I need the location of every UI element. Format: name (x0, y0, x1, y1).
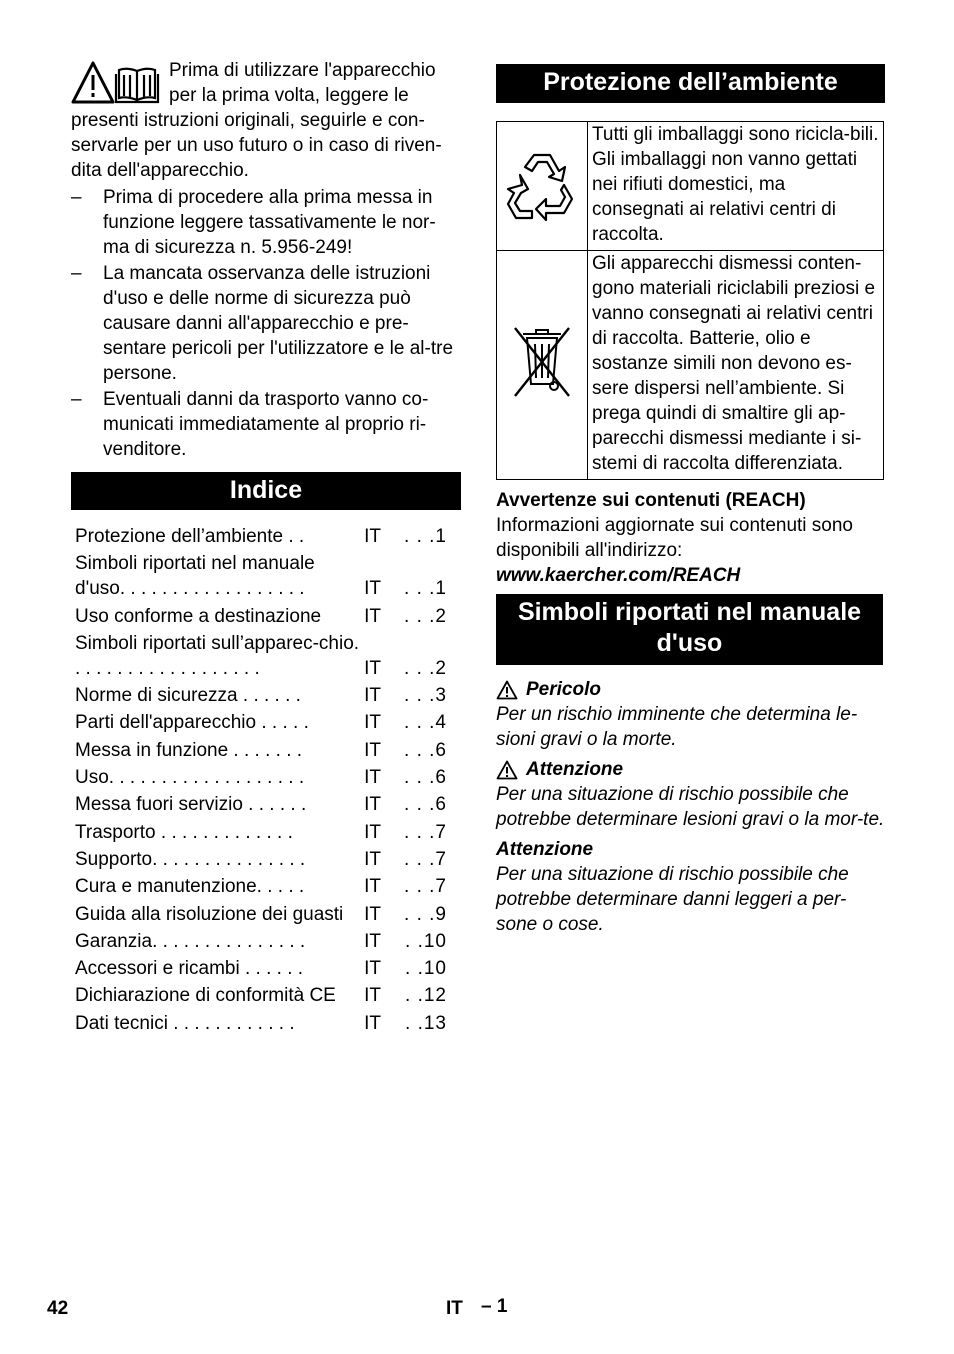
intro-block (71, 58, 461, 463)
toc-row[interactable]: Uso. . . . . . . . . . . . . . . . . . . IT . . .6 (75, 767, 447, 789)
dash: – (71, 263, 82, 284)
reach-block (496, 488, 886, 588)
toc-row[interactable]: Cura e manutenzione. . . . . IT . . .7 (75, 876, 447, 898)
toc-row[interactable]: Messa fuori servizio . . . . . . IT . . .6 (75, 794, 447, 816)
warning-icon (496, 760, 518, 780)
environment-table (496, 121, 884, 480)
toc-row[interactable]: Simboli riportati nel manuale d'uso. . . . . . . . . . . . . . . . . . IT . . .1 (75, 553, 447, 600)
footer-lang: IT (446, 1298, 463, 1319)
symbols-block (496, 675, 886, 942)
warning-icon (496, 680, 518, 700)
attenzione-text: Per una situazione di rischio possibile che potrebbe determinare lesioni gravi o la mor-te. (496, 784, 885, 830)
attenzione-light-heading: Attenzione (496, 839, 594, 860)
toc-row[interactable]: Uso conforme a destinazione IT . . .2 (75, 605, 447, 627)
pericolo-text: Per un rischio imminente che determina le-sioni gravi o la morte. (496, 704, 858, 750)
table-row (497, 251, 884, 480)
toc-row[interactable]: Dichiarazione di conformità CE IT . .12 (75, 985, 447, 1007)
toc-row[interactable]: Norme di sicurezza . . . . . . IT . . .3 (75, 685, 447, 707)
toc-row[interactable]: Protezione dell’ambiente . . IT . . .1 (75, 526, 447, 547)
list-item: – Prima di procedere alla prima messa in funzione leggere tassativamente le nor-ma di sicurezza n. 5.956-249! (71, 187, 436, 258)
simboli-heading: Simboli riportati nel manuale d'uso (496, 594, 883, 665)
indice-heading: Indice (71, 472, 461, 510)
recycle-cell (497, 122, 588, 251)
crossed-bin-icon (509, 322, 575, 402)
footer-section-page: – 1 (481, 1296, 508, 1317)
recycle-text: Tutti gli imballaggi sono ricicla-bili. Gli imballaggi non vanno gettati nei rifiuti domestici, ma consegnati ai relativi centri di raccolta. (588, 122, 884, 251)
reach-link[interactable]: www.kaercher.com/REACH (496, 565, 741, 586)
toc-row[interactable]: Guida alla risoluzione dei guasti IT . . .9 (75, 903, 447, 925)
intro-text: Prima di utilizzare l'apparecchio per la prima volta, leggere le presenti istruzioni originali, seguirle e con-servarle per un uso futuro o in caso di riven-dita dell'apparecchio. (71, 60, 442, 181)
page-number: 42 (47, 1298, 69, 1319)
toc-row[interactable]: Accessori e ricambi . . . . . . IT . .10 (75, 958, 447, 980)
table-row (497, 122, 884, 251)
toc-row[interactable]: Messa in funzione . . . . . . . IT . . .6 (75, 739, 447, 761)
toc-row[interactable]: Supporto. . . . . . . . . . . . . . . IT . . .7 (75, 848, 447, 870)
warning-manual-icon (71, 60, 163, 106)
table-of-contents (75, 524, 457, 1038)
toc-row[interactable]: Trasporto . . . . . . . . . . . . . IT . . .7 (75, 821, 447, 843)
toc-row[interactable]: Dati tecnici . . . . . . . . . . . . IT . .13 (75, 1012, 447, 1034)
reach-text: Informazioni aggiornate sui contenuti sono disponibili all'indirizzo: (496, 515, 854, 561)
reach-heading: Avvertenze sui contenuti (REACH) (496, 490, 806, 511)
attenzione-light-text: Per una situazione di rischio possibile che potrebbe determinare danni leggeri a per-sone o cose. (496, 864, 849, 935)
intro-bullets (71, 185, 461, 462)
list-item: – Eventuali danni da trasporto vanno co-municati immediatamente al proprio ri-venditore. (71, 389, 429, 460)
toc-row[interactable]: Parti dell'apparecchio . . . . . IT . . .4 (75, 712, 447, 734)
dash: – (71, 187, 82, 208)
attenzione-heading: Attenzione (496, 757, 886, 782)
toc-row[interactable]: Simboli riportati sull’apparec-chio. . . . . . . . . . . . . . . . . . . IT . . .2 (75, 632, 447, 679)
list-item: – La mancata osservanza delle istruzioni d'uso e delle norme di sicurezza può causare danni all'apparecchio e pre-sentare pericoli per l'utilizzatore e le al-tre persone. (71, 263, 454, 384)
toc-row[interactable]: Garanzia. . . . . . . . . . . . . . . IT . .10 (75, 930, 447, 952)
protezione-heading: Protezione dell’ambiente (496, 64, 885, 103)
recycle-icon (504, 145, 580, 221)
dash: – (71, 389, 82, 410)
bin-text: Gli apparecchi dismessi conten-gono materiali riciclabili preziosi e vanno consegnati ai relativi centri di raccolta. Batterie, olio e sostanze simili non devono es-sere dispersi nell’ambiente. Si prega quindi di smaltire gli ap-parecchi dismessi mediante i si-stemi di raccolta differenziata. (588, 251, 884, 480)
pericolo-heading: Pericolo (496, 677, 886, 702)
bin-cell (497, 251, 588, 480)
